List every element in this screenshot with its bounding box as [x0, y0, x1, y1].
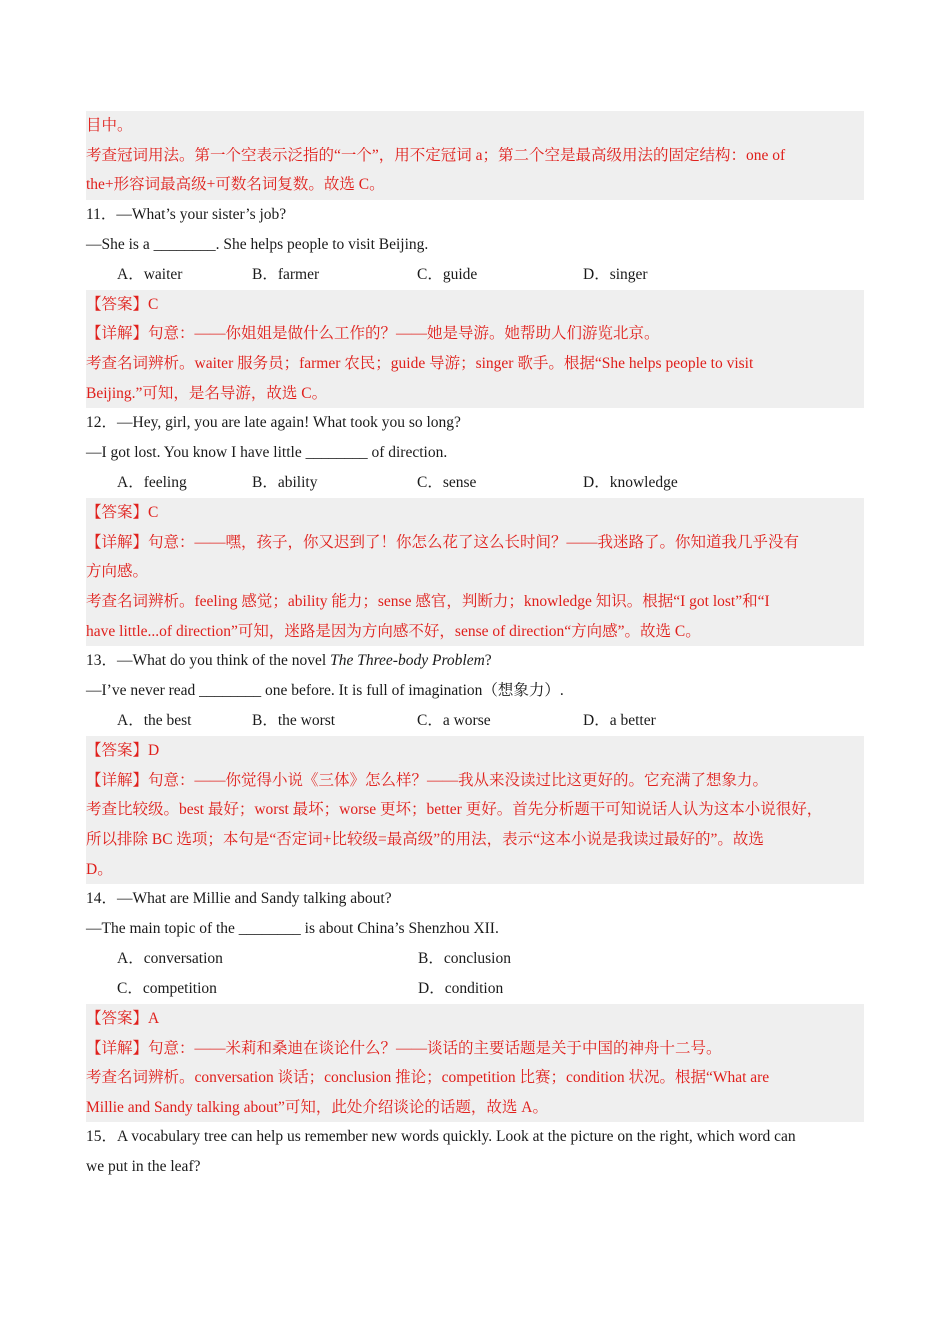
- option-a: A．feeling: [117, 474, 187, 492]
- explanation-line: 考查比较级。best 最好；worst 最坏；worse 更坏；better 更好。首先分析题干可知说话人认为这本小说很好，: [86, 801, 823, 819]
- options-row: [86, 706, 864, 736]
- question-stem: —She is a ________. She helps people to visit Beijing.: [86, 235, 429, 253]
- explanation-line: 方向感。: [86, 563, 149, 581]
- question-13: [86, 646, 864, 884]
- novel-title: The Three-body Problem: [330, 652, 485, 670]
- explanation-line: 【详解】句意：——米莉和桑迪在谈论什么？——谈话的主要话题是关于中国的神舟十二号。: [86, 1039, 722, 1057]
- question-stem: 12．—Hey, girl, you are late again! What took you so long?: [86, 414, 461, 432]
- explanation-line: Beijing.”可知，是名导游，故选 C。: [86, 384, 328, 402]
- explanation-line: 【详解】句意：——你姐姐是做什么工作的？——她是导游。她帮助人们游览北京。: [86, 325, 660, 343]
- explanation-line: D。: [86, 860, 113, 878]
- explanation-line: 考查名词辨析。waiter 服务员；farmer 农民；guide 导游；singer 歌手。根据“She helps people to visit: [86, 354, 754, 372]
- explanation-line: 考查名词辨析。feeling 感觉；ability 能力；sense 感官，判断力；knowledge 知识。根据“I got lost”和“I: [86, 592, 770, 610]
- options-row: [86, 944, 864, 974]
- answer-line: 【答案】D: [86, 742, 160, 760]
- prev-explanation-block: [86, 111, 864, 200]
- option-a: A．waiter: [117, 265, 183, 283]
- question-stem: —I’ve never read ________ one before. It is full of imagination（想象力）.: [86, 682, 564, 700]
- explanation-line: have little...of direction”可知，迷路是因为方向感不好，sense of direction“方向感”。故选 C。: [86, 622, 701, 640]
- question-stem: 14．—What are Millie and Sandy talking about?: [86, 890, 392, 908]
- option-d: D．a better: [583, 712, 656, 730]
- option-b: B．farmer: [252, 265, 320, 283]
- answer-block: [86, 1004, 864, 1122]
- option-b: B．the worst: [252, 712, 336, 730]
- question-11: [86, 200, 864, 408]
- question-stem: —The main topic of the ________ is about China’s Shenzhou XII.: [86, 920, 499, 938]
- options-row: [86, 260, 864, 290]
- question-14: [86, 884, 864, 1122]
- option-d: D．singer: [583, 265, 648, 283]
- option-a: A．conversation: [117, 950, 223, 968]
- question-stem: 15．A vocabulary tree can help us remember new words quickly. Look at the picture on the right, which word can: [86, 1128, 796, 1146]
- answer-line: 【答案】C: [86, 504, 159, 522]
- question-stem: 11．—What’s your sister’s job?: [86, 205, 287, 223]
- option-b: B．conclusion: [418, 950, 511, 968]
- explanation-line: 所以排除 BC 选项；本句是“否定词+比较级=最高级”的用法，表示“这本小说是我读过最好的”。故选: [86, 830, 764, 848]
- stem-text: ?: [484, 652, 492, 670]
- answer-line: 【答案】A: [86, 1010, 160, 1028]
- question-stem: we put in the leaf?: [86, 1158, 201, 1176]
- option-c: C．a worse: [417, 712, 491, 730]
- explanation-line: 考查名词辨析。conversation 谈话；conclusion 推论；competition 比赛；condition 状况。根据“What are: [86, 1069, 770, 1087]
- question-stem: [86, 646, 864, 676]
- question-15: [86, 1122, 864, 1182]
- answer-block: [86, 498, 864, 646]
- answer-block: [86, 736, 864, 884]
- option-d: D．knowledge: [583, 474, 678, 492]
- option-c: C．competition: [117, 980, 217, 998]
- explanation-line: 【详解】句意：——你觉得小说《三体》怎么样？——我从来没读过比这更好的。它充满了想象力。: [86, 771, 769, 789]
- option-c: C．sense: [417, 474, 477, 492]
- page-content: [86, 111, 864, 1182]
- explanation-line: 【详解】句意：——嘿，孩子，你又迟到了！你怎么花了这么长时间？——我迷路了。你知道我几乎没有: [86, 533, 800, 551]
- explanation-line: the+形容词最高级+可数名词复数。故选 C。: [86, 176, 385, 194]
- option-b: B．ability: [252, 474, 318, 492]
- explanation-line: 目中。: [86, 117, 133, 134]
- option-c: C．guide: [417, 265, 478, 283]
- option-a: A．the best: [117, 712, 192, 730]
- explanation-line: Millie and Sandy talking about”可知，此处介绍谈论的话题，故选 A。: [86, 1098, 548, 1116]
- option-d: D．condition: [418, 980, 504, 998]
- question-stem: —I got lost. You know I have little ________ of direction.: [86, 444, 448, 462]
- options-row: [86, 974, 864, 1004]
- options-row: [86, 468, 864, 498]
- stem-text: 13．—What do you think of the novel: [86, 652, 331, 670]
- question-12: [86, 408, 864, 646]
- answer-line: 【答案】C: [86, 295, 159, 313]
- answer-block: [86, 290, 864, 408]
- explanation-line: 考查冠词用法。第一个空表示泛指的“一个”，用不定冠词 a；第二个空是最高级用法的固定结构：one of: [86, 146, 786, 164]
